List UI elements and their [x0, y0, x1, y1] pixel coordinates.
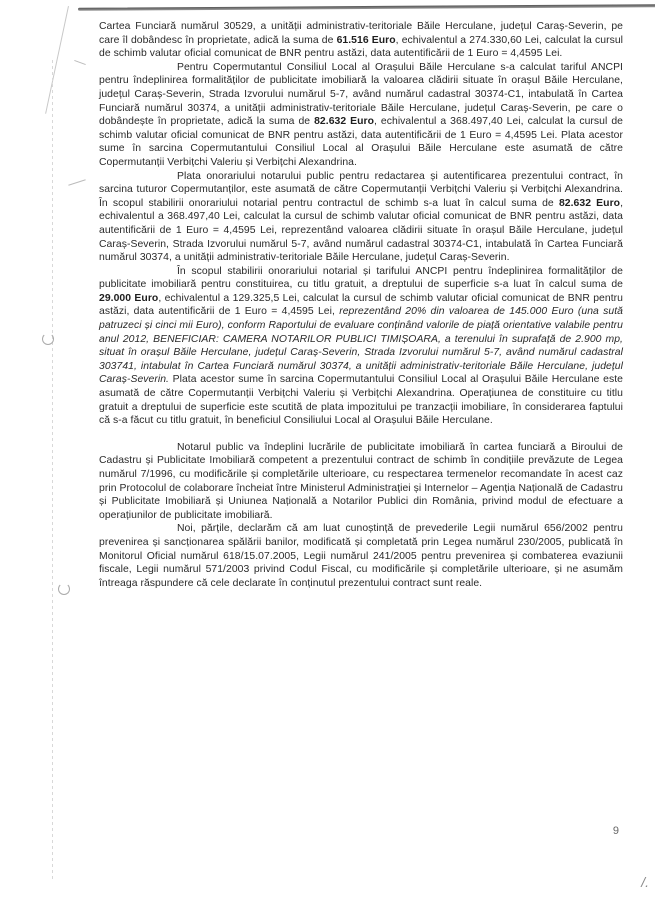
bold-amount: 29.000 Euro: [99, 292, 159, 304]
paragraph: [99, 20, 623, 61]
text-segment: , echivalentul a 368.497,40 Lei, calculat la cursul de schimb valutar oficial comunicat de BNR pentru astăzi, data autentificării de 1 Euro = 4,4595 Lei, reprezentând valoarea clădirii situate în orașul Băile Herculane, județul Caraș-Severin, Strada Izvorului numărul 5-7, având numărul cadastral 30374-C1, intabulată în Cartea Funciară numărul 30374, a unității administrativ-teritoriale Băile Herculane, județul Caraș-Severin.: [99, 197, 623, 264]
page-fold-edge: [45, 6, 69, 114]
text-segment: Cartea Funciară numărul 30529, a unității administrativ-teritoriale Băile Herculane, județul Caraș-Severin, pe care îl dobândesc în proprietate, adică la suma de: [99, 21, 623, 46]
bold-amount: 82.632 Euro: [558, 197, 621, 209]
bold-amount: 82.632 Euro: [314, 116, 375, 128]
bold-amount: 61.516 Euro: [336, 34, 396, 46]
scan-artifact: [68, 179, 85, 186]
paragraph: [99, 441, 623, 523]
text-segment: Plata acestor sume în sarcina Copermutantului Consiliul Local al Orașului Băile Herculane este asumată de către Copermutanții Verbițchi Valeriu și Verbițchi Alexandrina. Operațiunea de constituire cu titlu gratuit a dreptului de superficie este scutită de plata impozitului pe tranzacții imobiliare, în considerarea faptului că s-a făcut cu titlu gratuit, în beneficiul Consiliului Local al Orașului Băile Herculane.: [99, 374, 623, 427]
punch-hole-mark: [42, 333, 54, 345]
text-segment: Notarul public va îndeplini lucrările de publicitate imobiliară în cartea funciară a Biroului de Cadastru și Publicitate Imobiliară competent a prezentului contract de schimb în condițiile prevăzute de Legea numărul 7/1996, cu modificările și completările ulterioare, cu respectarea termenelor recomandate în acest caz prin Protocolul de colaborare încheiat între Ministerul Administrației și Internelor – Agenția Națională de Cadastru și Publicitate Imobiliară și Uniunea Națională a Notarilor Publici din România, privind modul de efectuare a operațiunilor de publicitate imobiliară.: [99, 441, 623, 521]
text-segment: Noi, părțile, declarăm că am luat cunoștință de prevederile Legii numărul 656/2002 pentru prevenirea și sancționarea spălării banilor, modificată și completată prin Legea numărul 230/2005, publicată în Monitorul Oficial numărul 618/15.07.2005, Legii numărul 241/2005 pentru prevenirea și combaterea evaziunii fiscale, Legii numărul 571/2003 privind Codul Fiscal, cu modificările și completările ulterioare, și ne asumăm întreaga răspundere că cele declarate în conținutul prezentului contract sunt reale.: [99, 523, 623, 589]
paragraph: [99, 522, 623, 590]
text-segment: , echivalentul a 274.330,60 Lei, calculat la cursul de schimb valutar oficial comunicat de BNR pentru astăzi, data autentificării de 1 Euro = 4,4595 Lei.: [99, 34, 624, 60]
italic-text: reprezentând 20% din valoarea de 145.000 Euro (una sută patruzeci și cinci mii Euro), conform Raportului de evaluare conținând valorile de piață orientative valabile pentru anul 2012, BENEFICIAR: CAMERA NOTARILOR PUBLICI TIMIȘOARA, a terenului în suprafață de 2.900 mp, situat în orașul Băile Herculane, județul Caraș-Severin, Strada Izvorului numărul 5-7, având numărul cadastral 303741, intabulat în Cartea Funciară numărul 30374, a unității administrativ-teritoriale Băile Herculane, județul Caraș-Severin.: [99, 306, 623, 386]
paragraph: [99, 61, 623, 170]
page-top-edge: [78, 4, 655, 11]
corner-pen-mark: /.: [641, 874, 649, 890]
document-body: [99, 20, 623, 590]
page-number: 9: [612, 825, 619, 837]
paragraph: [99, 265, 623, 428]
text-segment: Plata onorariului notarului public pentru redactarea și autentificarea prezentului contract, în sarcina tuturor Copermutanților, este asumată de către Copermutanții Verbițchi Valeriu și Verbițchi Alexandrina. În scopul stabilirii onorariului notarial pentru contractul de schimb s-a luat în calcul suma de: [99, 170, 623, 209]
text-segment: , echivalentul a 129.325,5 Lei, calculat la cursul de schimb valutar oficial comunicat de BNR pentru astăzi, data autentificării de 1 Euro = 4,4595 Lei,: [99, 292, 623, 318]
text-segment: Pentru Copermutantul Consiliul Local al Orașului Băile Herculane s-a calculat tariful ANCPI pentru îndeplinirea formalităților de publicitate imobiliară la valoarea clădirii situate în orașul Băile Herculane, județul Caraș-Severin, Strada Izvorului numărul 5-7, având numărul cadastral 30374-C1, intabulată în Cartea Funciară numărul 30374, a unității administrativ-teritoriale Băile Herculane, județul Caraș-Severin, pe care o dobândește în proprietate, adică la suma de: [99, 61, 623, 128]
scan-artifact: [74, 60, 86, 65]
text-segment: , echivalentul a 368.497,40 Lei, calculat la cursul de schimb valutar oficial comunicat de BNR pentru astăzi, data autentificării de 1 Euro = 4,4595 Lei. Plata acestor sume în sarcina Copermutantului Consiliul Local al Orașului Băile Herculane este asumată de către Copermutanții Verbițchi Valeriu și Verbițchi Alexandrina.: [99, 116, 623, 168]
punch-hole-mark: [58, 583, 70, 595]
text-segment: În scopul stabilirii onorariului notarial și tarifului ANCPI pentru îndeplinirea formalităților de publicitate imobiliară pentru constituirea, cu titlu gratuit, a dreptului de superficie s-a luat în calcul suma de: [99, 265, 623, 291]
binding-stitch-line: [52, 60, 53, 880]
paragraph: [99, 170, 623, 265]
